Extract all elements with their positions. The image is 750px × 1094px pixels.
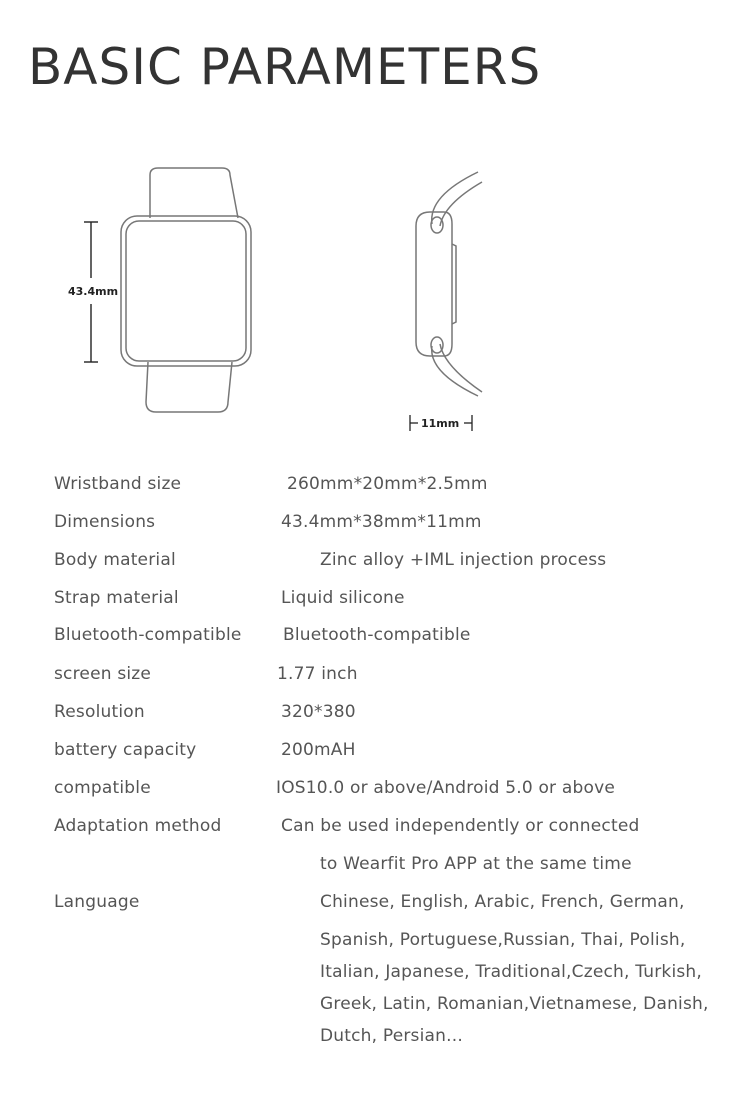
- spec-value: Greek, Latin, Romanian,Vietnamese, Danish,: [320, 994, 709, 1014]
- bottom-strap: [146, 362, 232, 412]
- spec-label: Language: [54, 892, 140, 912]
- spec-label: compatible: [54, 778, 151, 798]
- spec-value: Chinese, English, Arabic, French, German,: [320, 892, 685, 912]
- spec-label: Dimensions: [54, 512, 156, 532]
- spec-label: Adaptation method: [54, 816, 222, 836]
- spec-value: 1.77 inch: [277, 664, 358, 684]
- watch-front-view: [121, 168, 251, 412]
- side-lug-top: [431, 217, 443, 233]
- spec-value: 200mAH: [281, 740, 356, 760]
- spec-label: battery capacity: [54, 740, 197, 760]
- side-case: [416, 212, 452, 356]
- spec-value: Bluetooth-compatible: [283, 625, 471, 645]
- spec-value: Spanish, Portuguese,Russian, Thai, Polish,: [320, 930, 686, 950]
- top-strap: [150, 168, 238, 218]
- spec-label: Wristband size: [54, 474, 182, 494]
- spec-value: 43.4mm*38mm*11mm: [281, 512, 482, 532]
- watch-case: [121, 216, 251, 366]
- side-lug-bottom: [431, 337, 443, 353]
- spec-value: 260mm*20mm*2.5mm: [287, 474, 488, 494]
- spec-value: Liquid silicone: [281, 588, 405, 608]
- thickness-label: 11mm: [421, 417, 460, 430]
- height-label: 43.4mm: [68, 285, 119, 298]
- spec-value: Dutch, Persian...: [320, 1026, 463, 1046]
- spec-value: to Wearfit Pro APP at the same time: [320, 854, 632, 874]
- page-title: BASIC PARAMETERS: [28, 38, 542, 96]
- spec-value: Italian, Japanese, Traditional,Czech, Turkish,: [320, 962, 703, 982]
- spec-value: Zinc alloy +IML injection process: [320, 550, 607, 570]
- spec-label: Body material: [54, 550, 176, 570]
- spec-label: screen size: [54, 664, 152, 684]
- spec-label: Resolution: [54, 702, 145, 722]
- spec-value: IOS10.0 or above/Android 5.0 or above: [276, 778, 615, 798]
- spec-label: Bluetooth-compatible: [54, 625, 242, 645]
- spec-label: Strap material: [54, 588, 179, 608]
- watch-screen: [126, 221, 246, 361]
- spec-value: Can be used independently or connected: [281, 816, 640, 836]
- watch-side-view: [416, 172, 482, 396]
- spec-value: 320*380: [281, 702, 356, 722]
- watch-diagram: [0, 150, 750, 450]
